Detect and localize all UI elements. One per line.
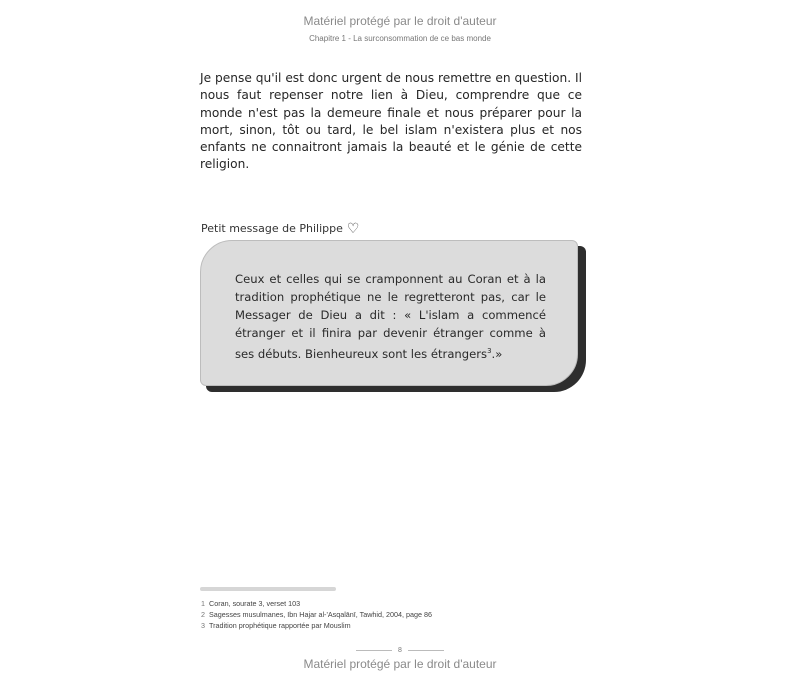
footnote-number: 2 (201, 610, 205, 619)
page-number (0, 647, 800, 654)
body-paragraph: Je pense qu'il est donc urgent de nous remettre en question. Il nous faut repenser notre lien à Dieu, comprendre que ce monde n'est pas la demeure finale et nous préparer pour la mort, sinon, tôt ou tard, le bel islam n'existera plus et nos enfants ne connaitront jamais la beauté et le génie de cette religion. (200, 71, 582, 172)
footnote-number: 1 (201, 599, 205, 608)
page-number-rule-left (356, 650, 392, 651)
footnote-text: Sagesses musulmanes, Ibn Hajar al-'Asqalānī, Tawhid, 2004, page 86 (209, 610, 432, 619)
quote-end: .» (491, 346, 503, 361)
footnote-item (201, 598, 432, 609)
heart-icon: ♡ (346, 221, 360, 237)
copyright-watermark-bottom: Matériel protégé par le droit d'auteur (303, 657, 497, 671)
footnotes (201, 598, 432, 631)
page-number-rule-right (408, 650, 444, 651)
message-title (201, 220, 359, 236)
footnote-text: Tradition prophétique rapportée par Mouslim (209, 621, 351, 630)
footnote-text: Coran, sourate 3, verset 103 (209, 599, 301, 608)
copyright-watermark-top: Matériel protégé par le droit d'auteur (303, 14, 497, 28)
footnote-item (201, 620, 432, 631)
quote-text (235, 270, 546, 363)
page-number-text: 8 (398, 647, 402, 654)
quote-box (200, 240, 578, 386)
chapter-running-header: Chapitre 1 - La surconsommation de ce bas monde (309, 34, 491, 43)
footnote-item (201, 609, 432, 620)
footnote-divider (200, 587, 336, 591)
footnote-ref-3[interactable]: 3 (487, 347, 492, 355)
message-title-text: Petit message de Philippe (201, 222, 343, 235)
quote-body: Ceux et celles qui se cramponnent au Coran et à la tradition prophétique ne le regretteront pas, car le Messager de Dieu a dit : « L'islam a commencé étranger et il finira par devenir étranger comme à ses débuts. Bienheureux sont les étrangers (235, 272, 546, 361)
footnote-number: 3 (201, 621, 205, 630)
